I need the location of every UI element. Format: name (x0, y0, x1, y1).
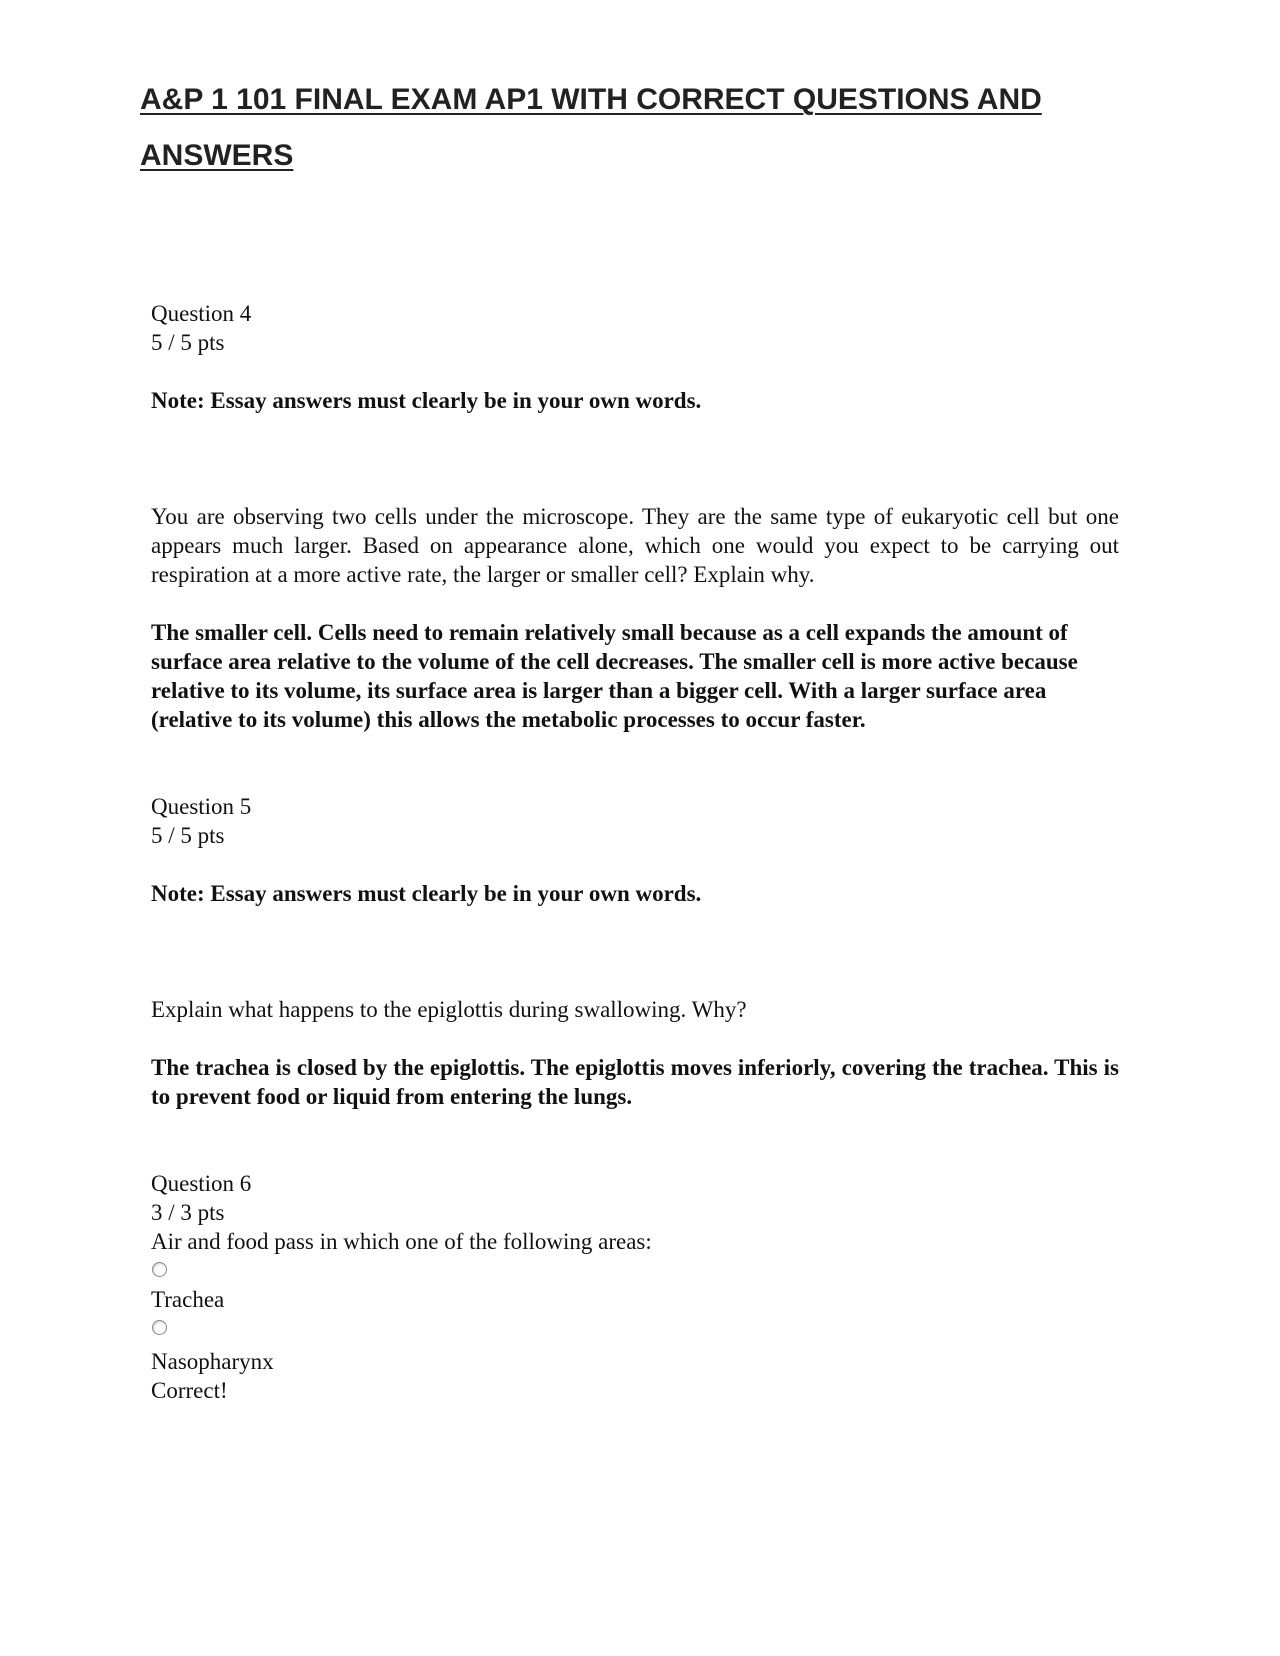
question-prompt: Explain what happens to the epiglottis during swallowing. Why? (151, 997, 747, 1022)
question-points: 5 / 5 pts (151, 823, 225, 848)
document-body (151, 299, 1119, 1405)
question-points: 3 / 3 pts (151, 1200, 225, 1225)
question-prompt: You are observing two cells under the microscope. They are the same type of eukaryotic cell but one appears much larger. Based on appearance alone, which one would you expect to be carrying out respiration at a more active rate, the larger or smaller cell? Explain why. (151, 504, 1119, 587)
radio-choice-nasopharynx[interactable] (152, 1320, 167, 1335)
question-label: Question 5 (151, 794, 252, 819)
question-6 (151, 1169, 1119, 1405)
question-answer: The smaller cell. Cells need to remain relatively small because as a cell expands the amount of surface area relative to the volume of the cell decreases. The smaller cell is more active because relative to its volume, its surface area is larger than a bigger cell. With a larger surface area (relative to its volume) this allows the metabolic processes to occur faster. (151, 620, 1078, 732)
question-prompt: Air and food pass in which one of the following areas: (151, 1229, 652, 1254)
radio-choice-trachea[interactable] (152, 1262, 167, 1277)
question-note: Note: Essay answers must clearly be in your own words. (151, 388, 702, 413)
question-answer: The trachea is closed by the epiglottis. The epiglottis moves inferiorly, covering the trachea. This is to prevent food or liquid from entering the lungs. (151, 1055, 1119, 1109)
question-5 (151, 792, 1119, 1111)
question-points: 5 / 5 pts (151, 330, 225, 355)
choice-label-nasopharynx: Nasopharynx (151, 1349, 274, 1374)
question-label: Question 4 (151, 301, 252, 326)
choice-label-trachea: Trachea (151, 1287, 225, 1312)
question-label: Question 6 (151, 1171, 252, 1196)
document-title: A&P 1 101 FINAL EXAM AP1 WITH CORRECT QUESTIONS AND ANSWERS (140, 83, 1042, 172)
question-note: Note: Essay answers must clearly be in your own words. (151, 881, 702, 906)
question-4 (151, 299, 1119, 734)
answer-feedback: Correct! (151, 1378, 228, 1403)
